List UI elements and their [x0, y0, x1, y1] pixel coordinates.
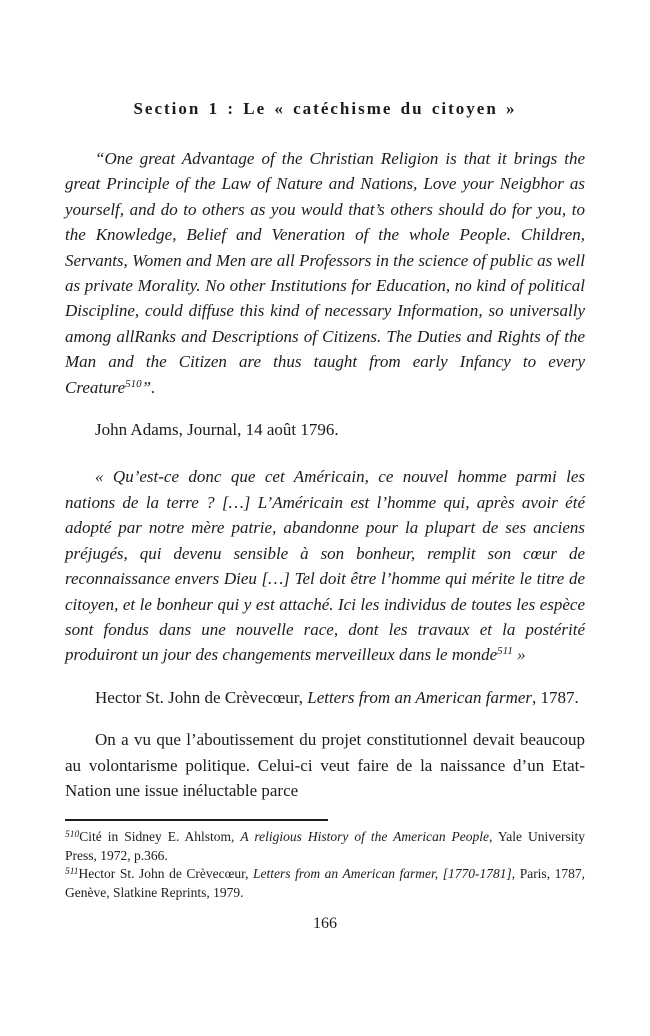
footnote-511-number: 511 [65, 867, 79, 878]
footnote-510-number: 510 [65, 830, 80, 841]
footnotes-section [65, 828, 585, 902]
quote-crevecoeur [65, 464, 585, 667]
body-paragraph: On a vu que l’aboutissement du projet constitutionnel devait beaucoup au volontarisme politique. Celui-ci veut faire de la naissance d’un Etat-Nation une issue inéluctable parce [65, 730, 585, 800]
footnote-ref-510: 510 [125, 377, 142, 390]
attribution-adams: John Adams, Journal, 14 août 1796. [95, 420, 339, 440]
attribution-crevecoeur-work-title: Letters from an American farmer [307, 687, 533, 707]
quote-crevecoeur-text: « Qu’est-ce donc que cet Américain, ce nouvel homme parmi les nations de la terre ? […] L’Américain est l’homme qui, après avoir été adopté par notre mère patrie, abandonne pour la plupart de ses anciens préjugés, qui devenu sensible à son bonheur, remplit son cœur de reconnaissance envers Dieu […] Tel doit être l’homme qui mérite le titre de citoyen, et le bonheur qui y est attaché. Ici les individus de toutes les espèce sont fondus dans une nouvelle race, dont les travaux et la postérité produiront un jour des changements merveilleux dans le monde [65, 467, 585, 665]
attribution-crevecoeur-author: Hector St. John de Crèvecœur, [95, 687, 308, 707]
quote-adams-text: “One great Advantage of the Christian Religion is that it brings the great Principle of the Law of Nature and Nations, Love your Neigbhor as yourself, and do to others as you would that’s others should do for you, to the Knowledge, Belief and Veneration of the whole People. Children, Servants, Women and Men are all Professors in the science of public as well as private Morality. No other Institutions for Education, no kind of political Discipline, could diffuse this kind of necessary Information, so universally among allRanks and Descriptions of Citizens. The Duties and Rights of the Man and the Citizen are thus taught from early Infancy to every Creature [65, 149, 585, 397]
footnote-510 [65, 828, 585, 865]
quote-crevecoeur-closing: » [512, 645, 526, 665]
footnote-511-work-title: Letters from an American farmer, [1770-1781] [253, 866, 512, 882]
footnote-511-post: , Paris, 1787, Genève, Slatkine Reprints, 1979. [65, 866, 586, 900]
page-number: 166 [313, 915, 337, 933]
footnote-separator [65, 819, 328, 821]
footnote-510-pre: Cité in Sidney E. Ahlstom, [79, 829, 241, 845]
footnote-ref-511: 511 [497, 645, 513, 658]
attribution-crevecoeur-year: , 1787. [532, 687, 579, 707]
footnote-510-work-title: A religious History of the American People [240, 829, 490, 845]
quote-adams [65, 146, 585, 400]
section-title: Section 1 : Le « catéchisme du citoyen » [133, 99, 517, 118]
footnote-510-post: , Yale University Press, 1972, p.366. [65, 829, 585, 863]
footnote-511 [65, 865, 585, 902]
footnote-511-pre: Hector St. John de Crèvecœur, [78, 866, 254, 882]
quote-adams-closing: ”. [141, 377, 156, 397]
attribution-crevecoeur [65, 685, 585, 710]
